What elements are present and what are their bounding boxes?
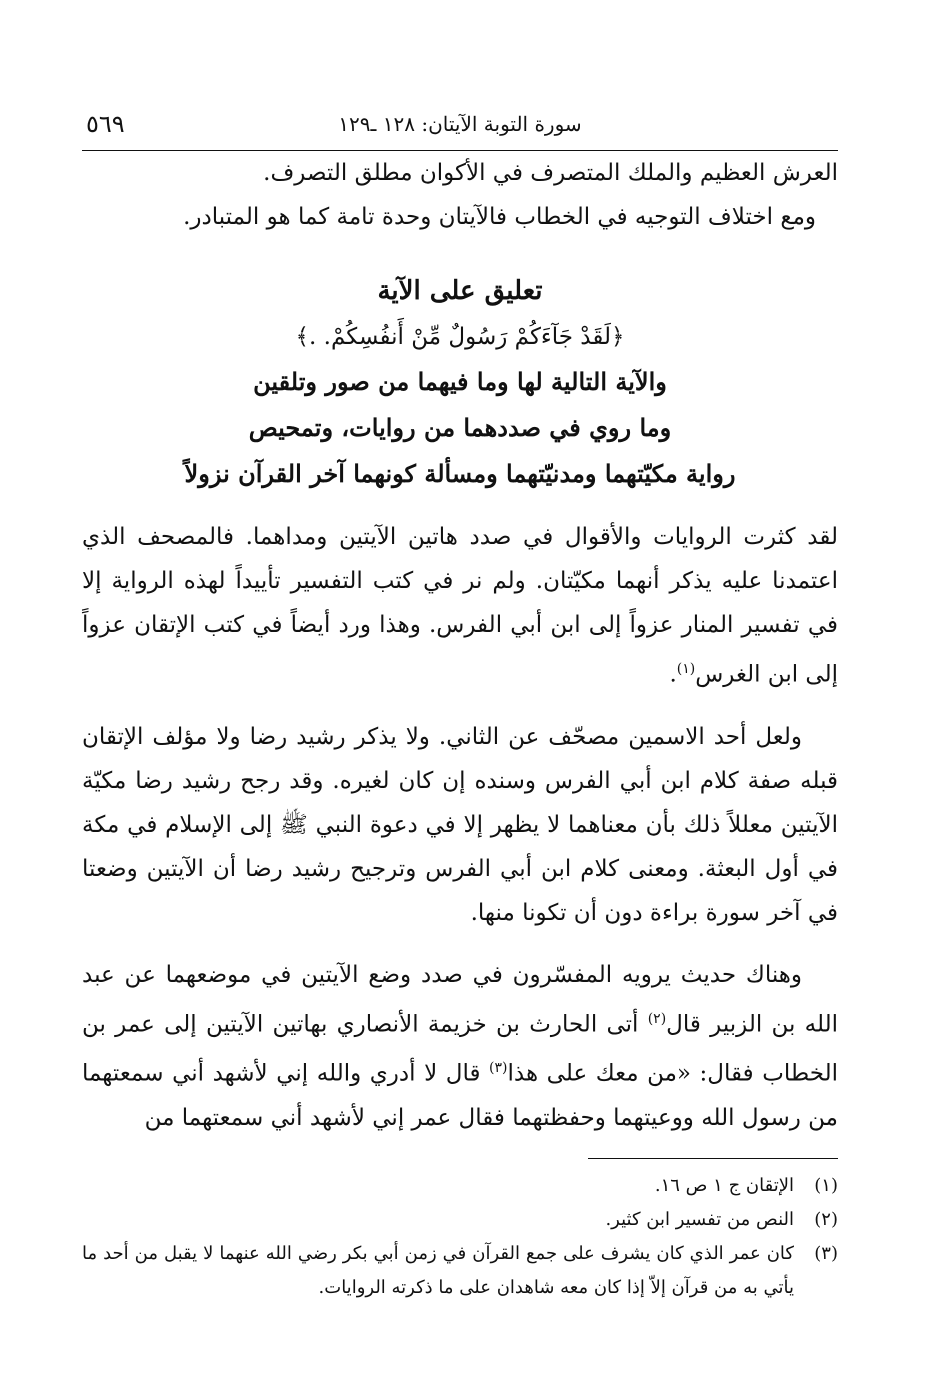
section-heading	[82, 267, 838, 497]
footnote-3	[82, 1237, 838, 1305]
footnote-ref-2: (٢)	[647, 1010, 667, 1027]
heading-title: تعليق على الآية	[377, 276, 543, 306]
footnote-1-text: الإتقان ج ١ ص ١٦.	[654, 1174, 794, 1196]
paragraph-1-end: .	[669, 661, 677, 688]
heading-ayah: ﴿لَقَدْ جَآءَكُمْ رَسُولٌ مِّنْ أَنفُسِكُمْ. .﴾	[295, 324, 625, 350]
footnote-1-number: (١)	[814, 1174, 838, 1196]
footnote-1	[82, 1169, 838, 1203]
paragraph-3	[82, 953, 838, 1140]
footnote-rule	[588, 1158, 838, 1159]
footnote-ref-1: (١)	[676, 661, 696, 677]
body-text	[82, 515, 838, 1140]
footnote-2-text: النص من تفسير ابن كثير.	[605, 1208, 794, 1230]
intro-text	[82, 151, 838, 239]
footnote-3-number: (٣)	[814, 1242, 838, 1264]
intro-line-1: العرش العظيم والملك المتصرف في الأكوان مطلق التصرف.	[263, 160, 838, 186]
heading-line-1: والآية التالية لها وما فيهما من صور وتلقين	[253, 367, 667, 396]
paragraph-2: ولعل أحد الاسمين مصحّف عن الثاني. ولا يذكر رشيد رضا ولا مؤلف الإتقان قبله صفة كلام ابن أبي الفرس وسنده إن كان لغيره. وقد رجح رشيد رضا مكيّة الآيتين معللاً ذلك بأن معناهما لا يظهر إلا في دعوة النبي ﷺ إلى الإسلام في مكة في أول البعثة. ومعنى كلام ابن أبي الفرس وترجيح رشيد رضا أن الآيتين وضعتا في آخر سورة براءة دون أن تكونا منها.	[82, 723, 838, 926]
running-title: سورة التوبة الآيتان: ١٢٨ ـ١٢٩	[338, 112, 582, 136]
footnote-3-text: كان عمر الذي كان يشرف على جمع القرآن في زمن أبي بكر رضي الله عنهما لا يقبل من أحد ما يأتي به من قرآن إلاّ إذا كان معه شاهدان على ما ذكرته الروايات.	[82, 1242, 794, 1298]
page-number: ٥٦٩	[86, 110, 125, 138]
paragraph-3-part-a: وهناك حديث يرويه المفسّرون في صدد وضع الآيتين في موضعهما عن عبد الله بن الزبير قال	[82, 961, 839, 1038]
heading-line-2: وما روي في صددهما من روايات، وتمحيص	[248, 413, 672, 442]
footnote-ref-3: (٣)	[489, 1060, 508, 1077]
page-header	[82, 108, 838, 148]
paragraph-3-part-c: قال لا أدري والله إني لأشهد أني سمعتهما من رسول الله ووعيتهما وحفظتهما فقال عمر إني لأشهد أني سمعتهما من	[82, 1060, 838, 1131]
footnote-2	[82, 1203, 838, 1237]
footnotes	[82, 1169, 838, 1305]
book-page	[82, 108, 838, 1305]
paragraph-1-text: لقد كثرت الروايات والأقوال في صدد هاتين الآيتين ومداهما. فالمصحف الذي اعتمدنا عليه يذكر أنهما مكيّتان. ولم نر في كتب التفسير تأييداً لهذه الرواية إلا في تفسير المنار عزواً إلى ابن أبي الفرس. وهذا ورد أيضاً في كتب الإتقان عزواً إلى ابن الغرس	[82, 524, 838, 688]
paragraph-3-part-b: أتى الحارث بن خزيمة الأنصاري بهاتين الآيتين إلى عمر بن الخطاب فقال: «من معك على هذا	[82, 1011, 838, 1087]
heading-line-3: رواية مكيّتهما ومدنيّتهما ومسألة كونهما آخر القرآن نزولاً	[184, 459, 736, 488]
footnote-2-number: (٢)	[814, 1208, 838, 1230]
paragraph-1	[82, 515, 838, 697]
intro-line-2: ومع اختلاف التوجيه في الخطاب فالآيتان وحدة تامة كما هو المتبادر.	[183, 204, 816, 230]
